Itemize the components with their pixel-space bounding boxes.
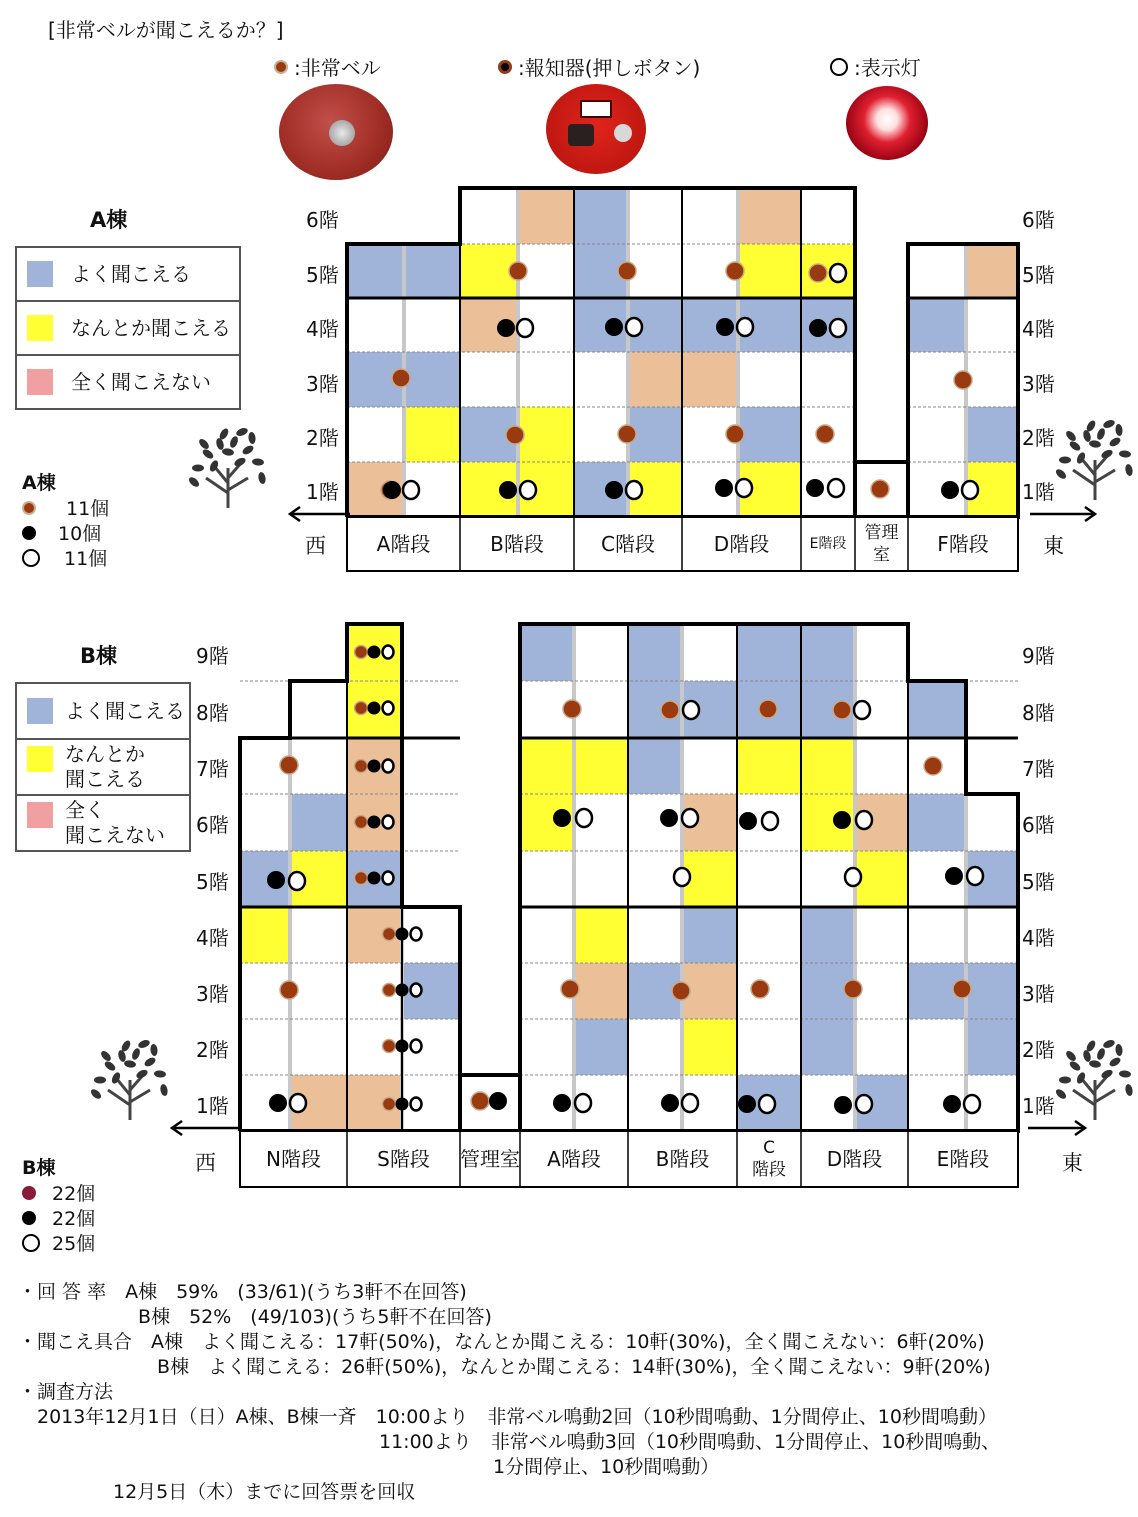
unit-cell <box>908 794 966 851</box>
tree-leaf <box>192 465 204 472</box>
floor-label-right: 3階 <box>1022 982 1055 1006</box>
floor-label-left: 4階 <box>196 926 229 950</box>
stair-label: A階段 <box>547 1147 601 1171</box>
unit-cell <box>628 352 682 407</box>
bell-marker <box>280 756 298 774</box>
unit-cell <box>682 907 737 963</box>
tree-leaf <box>159 1083 168 1096</box>
note-line: B棟 よく聞こえる：26軒(50%)，なんとか聞こえる：14軒(30%)，全く聞こえない：9軒(20%) <box>18 1356 991 1378</box>
unit-cell <box>801 738 855 794</box>
button-marker <box>368 702 381 715</box>
button-count: 10個 <box>58 523 102 545</box>
bell-marker <box>561 980 579 998</box>
lamp-marker <box>576 809 592 827</box>
legend-label-good: よく聞こえる <box>71 261 191 286</box>
bell-marker <box>953 980 971 998</box>
stair-label: A階段 <box>376 532 431 556</box>
button-marker <box>834 1096 852 1114</box>
lamp-marker <box>411 928 422 941</box>
button-marker <box>660 809 678 827</box>
stair-label: B階段 <box>490 532 544 556</box>
tree-leaf <box>1096 427 1107 441</box>
bell-marker <box>563 700 581 718</box>
bell-marker <box>924 757 942 775</box>
lamp-marker <box>411 1040 422 1053</box>
tree-leaf <box>117 1049 127 1062</box>
tree-leaf <box>89 1087 103 1100</box>
button-count: 22個 <box>52 1208 96 1230</box>
floor-label-left: 7階 <box>196 757 229 781</box>
floor-label-left: 2階 <box>196 1038 229 1062</box>
tree-leaf <box>94 1077 106 1084</box>
unit-cell <box>738 407 801 462</box>
unit-cell <box>574 907 628 963</box>
note-line: ・調査方法 <box>18 1381 114 1403</box>
button-marker <box>368 760 381 773</box>
legend-label-somewhat: なんとか聞こえる <box>71 315 231 340</box>
bell-marker <box>809 264 827 282</box>
stair-label: D階段 <box>826 1147 883 1171</box>
tree-leaf <box>1124 463 1133 476</box>
button-marker <box>943 1095 961 1113</box>
lamp-marker <box>856 1095 872 1113</box>
bell-marker <box>355 702 368 715</box>
tree-leaf <box>1059 457 1071 464</box>
button-marker <box>499 481 517 499</box>
bell-marker <box>471 1092 489 1110</box>
lamp-marker <box>964 1095 980 1113</box>
building-b-west-label: 西 <box>195 1151 216 1175</box>
floor-label-left: 9階 <box>196 644 229 668</box>
note-line: ・聞こえ具合 A棟 よく聞こえる：17軒(50%)，なんとか聞こえる：10軒(30%)，全く聞こえない：6軒(20%) <box>18 1331 985 1353</box>
floor-label-left: 2階 <box>306 426 339 450</box>
lamp-marker <box>674 868 690 886</box>
floor-label-right: 8階 <box>1022 701 1055 725</box>
button-marker <box>605 318 623 336</box>
tree-leaf <box>123 1060 136 1069</box>
legend-label-none: 全く 聞こえない <box>65 798 165 847</box>
lamp-marker <box>962 481 978 499</box>
button-marker <box>368 816 381 829</box>
bell-marker <box>355 760 368 773</box>
button-marker <box>739 812 757 830</box>
tree-leaf <box>103 1060 117 1073</box>
tree-leaf <box>1124 1083 1133 1096</box>
bell-marker <box>506 426 524 444</box>
lamp-marker <box>854 701 870 719</box>
unit-cell <box>574 963 628 1019</box>
floor-label-right: 2階 <box>1022 1038 1055 1062</box>
lamp-marker <box>517 319 533 337</box>
floor-label-right: 5階 <box>1022 870 1055 894</box>
unit-cell <box>520 738 574 794</box>
unit-cell <box>801 624 855 681</box>
floor-label-left: 5階 <box>306 263 339 287</box>
stair-label: C 階段 <box>752 1138 786 1180</box>
bell-marker <box>726 262 744 280</box>
button-marker <box>383 481 401 499</box>
unit-cell <box>966 963 1018 1019</box>
button-marker <box>716 318 734 336</box>
note-line: ・回 答 率 A棟 59% (33/61)(うち3軒不在回答) <box>18 1281 467 1303</box>
button-marker <box>605 481 623 499</box>
bell-marker <box>618 425 636 443</box>
stair-label: 管理 室 <box>864 523 899 565</box>
tree-leaf <box>1115 424 1123 437</box>
tree-leaf <box>1119 450 1132 458</box>
building-b-diagram <box>89 624 1133 1187</box>
note-line: 1分間停止、10秒間鳴動） <box>18 1456 720 1478</box>
bell-legend-label: :非常ベル <box>294 56 381 80</box>
unit-cell <box>801 907 855 963</box>
bell-marker <box>618 262 636 280</box>
bell-marker <box>383 1098 396 1111</box>
bell-marker <box>871 480 889 498</box>
bell-marker <box>954 371 972 389</box>
tree-leaf <box>241 444 255 456</box>
button-marker <box>396 928 409 941</box>
bell-marker <box>383 928 396 941</box>
button-marker <box>497 319 515 337</box>
lamp-marker <box>830 264 846 282</box>
tree-leaf <box>143 1056 157 1068</box>
floor-label-right: 4階 <box>1022 317 1055 341</box>
unit-cell <box>682 1019 737 1075</box>
lamp-marker <box>290 1094 306 1112</box>
floor-label-left: 3階 <box>306 372 339 396</box>
lamp-marker <box>682 809 698 827</box>
tree-leaf <box>1064 429 1077 443</box>
note-line: 2013年12月1日（日）A棟、B棟一斉 10:00より 非常ベル鳴動2回（10秒間鳴動、1分間停止、10秒間鳴動） <box>18 1406 997 1428</box>
bell-marker <box>759 700 777 718</box>
tree-leaf <box>235 427 249 438</box>
legend-label-none: 全く聞こえない <box>71 369 211 394</box>
lamp-marker <box>383 646 394 659</box>
unit-cell <box>855 851 908 907</box>
unit-cell <box>908 681 966 738</box>
unit-cell <box>404 407 460 462</box>
unit-cell <box>574 738 628 794</box>
lamp-marker <box>967 867 983 885</box>
floor-label-right: 4階 <box>1022 926 1055 950</box>
lamp-marker <box>383 760 394 773</box>
tree-leaf <box>1119 1070 1132 1078</box>
lamp-marker <box>737 318 753 336</box>
lamp-marker <box>383 816 394 829</box>
tree-leaf <box>1064 1049 1077 1063</box>
button-marker <box>553 1094 571 1112</box>
stair-label: C階段 <box>601 532 655 556</box>
lamp-marker <box>626 481 642 499</box>
button-marker <box>806 479 824 497</box>
lamp-marker <box>682 1094 698 1112</box>
tree-leaf <box>99 1049 112 1063</box>
unit-cell <box>518 188 574 244</box>
tree-leaf <box>197 437 210 451</box>
bell-marker <box>661 701 679 719</box>
button-marker <box>396 984 409 997</box>
tree-leaf <box>1059 1077 1071 1084</box>
button-marker <box>809 319 827 337</box>
floor-label-right: 9階 <box>1022 644 1055 668</box>
unit-cell <box>574 1019 628 1075</box>
lamp-marker <box>736 479 752 497</box>
unit-cell <box>682 352 738 407</box>
button-marker <box>267 871 285 889</box>
legend-label-good: よく聞こえる <box>65 698 185 723</box>
floor-label-right: 6階 <box>1022 813 1055 837</box>
tree-leaf <box>221 448 234 457</box>
tree-leaf <box>1082 429 1092 442</box>
building-a-counts-title: A棟 <box>22 472 56 494</box>
lamp-count: 11個 <box>64 548 108 570</box>
unit-cell <box>908 298 966 352</box>
stair-label: D階段 <box>713 532 770 556</box>
tree-leaf <box>1102 419 1116 430</box>
floor-label-left: 3階 <box>196 982 229 1006</box>
bell-marker <box>844 980 862 998</box>
floor-label-right: 5階 <box>1022 263 1055 287</box>
tree-leaf <box>1108 1056 1122 1068</box>
tree-leaf <box>187 475 201 488</box>
button-marker <box>661 1094 679 1112</box>
lamp-marker <box>411 984 422 997</box>
unit-cell <box>966 407 1018 462</box>
tree-leaf <box>1088 1060 1101 1069</box>
unit-cell <box>520 624 574 681</box>
unit-cell <box>737 738 801 794</box>
lamp-marker <box>845 868 861 886</box>
button-marker <box>738 1095 756 1113</box>
unit-cell <box>628 738 682 794</box>
building-b-counts-title: B棟 <box>22 1157 56 1179</box>
bell-count: 11個 <box>66 498 110 520</box>
tree-leaf <box>1054 467 1068 480</box>
bell-marker <box>392 369 410 387</box>
page-title: [非常ベルが聞こえるか？] <box>48 18 284 42</box>
building-a-west-label: 西 <box>305 534 326 558</box>
button-marker <box>269 1094 287 1112</box>
unit-cell <box>738 188 801 244</box>
lamp-count: 25個 <box>52 1233 96 1255</box>
lamp-marker <box>575 1094 591 1112</box>
unit-cell <box>574 188 628 244</box>
tree-illustration <box>187 427 266 508</box>
bell-marker <box>355 646 368 659</box>
button-marker <box>553 809 571 827</box>
tree-leaf <box>1068 1060 1082 1073</box>
bell-marker <box>280 981 298 999</box>
stair-label: E階段 <box>936 1147 990 1171</box>
lamp-marker <box>411 1098 422 1111</box>
note-line: 11:00より 非常ベル鳴動3回（10秒間鳴動、1分間停止、10秒間鳴動、 <box>18 1431 1001 1453</box>
lamp-marker <box>383 872 394 885</box>
building-b-east-label: 東 <box>1062 1151 1083 1175</box>
unit-cell <box>966 1019 1018 1075</box>
bell-marker <box>355 872 368 885</box>
note-line: B棟 52% (49/103)(うち5軒不在回答) <box>18 1306 492 1328</box>
tree-leaf <box>150 1044 158 1057</box>
button-marker <box>833 811 851 829</box>
unit-cell <box>290 794 347 851</box>
tree-leaf <box>137 1039 151 1050</box>
unit-cell <box>738 244 801 298</box>
button-marker <box>941 481 959 499</box>
tree-leaf <box>215 437 225 450</box>
floor-label-right: 6階 <box>1022 208 1055 232</box>
lamp-marker <box>403 481 419 499</box>
tree-leaf <box>1102 1039 1116 1050</box>
floor-label-right: 1階 <box>1022 480 1055 504</box>
tree-leaf <box>131 1047 142 1061</box>
unit-cell <box>404 244 460 298</box>
bell-marker <box>751 980 769 998</box>
bell-marker <box>726 425 744 443</box>
stair-label: N階段 <box>266 1147 321 1171</box>
lamp-marker <box>830 319 846 337</box>
bell-marker <box>383 1040 396 1053</box>
stair-label: F階段 <box>937 532 989 556</box>
floor-label-left: 4階 <box>306 317 339 341</box>
tree-leaf <box>1088 440 1101 449</box>
bell-marker <box>383 984 396 997</box>
stair-label: E階段 <box>809 536 847 552</box>
lamp-marker <box>856 811 872 829</box>
floor-label-left: 1階 <box>196 1094 229 1118</box>
lamp-marker <box>626 318 642 336</box>
building-b-title: B棟 <box>80 644 118 668</box>
legend-label-somewhat: なんとか 聞こえる <box>65 742 145 791</box>
lamp-marker <box>683 701 699 719</box>
tree-leaf <box>201 448 215 461</box>
tree-leaf <box>1115 1044 1123 1057</box>
unit-cell <box>966 244 1018 298</box>
bell-marker <box>816 425 834 443</box>
lamp-marker <box>762 812 778 830</box>
floor-label-left: 6階 <box>196 813 229 837</box>
unit-cell <box>518 407 574 462</box>
button-marker <box>715 479 733 497</box>
floor-label-left: 5階 <box>196 870 229 894</box>
unit-cell <box>628 624 682 681</box>
building-a-title: A棟 <box>90 208 128 232</box>
unit-cell <box>801 1019 855 1075</box>
bell-marker <box>833 701 851 719</box>
floor-label-right: 3階 <box>1022 372 1055 396</box>
stair-label: 管理室 <box>460 1147 520 1171</box>
floor-label-right: 7階 <box>1022 757 1055 781</box>
button-marker <box>368 646 381 659</box>
note-line: 12月5日（木）までに回答票を回収 <box>18 1481 416 1503</box>
button-marker <box>396 1098 409 1111</box>
unit-cell <box>737 624 801 681</box>
tree-leaf <box>257 471 266 484</box>
tree-leaf <box>1096 1047 1107 1061</box>
lamp-marker <box>289 872 305 890</box>
bell-marker <box>509 262 527 280</box>
tree-leaf <box>252 458 265 466</box>
floor-label-right: 2階 <box>1022 426 1055 450</box>
survey-notes <box>18 1280 1000 1505</box>
tree-illustration <box>1054 419 1133 500</box>
button-legend-label: :報知器(押しボタン) <box>518 56 701 80</box>
tree-leaf <box>229 435 240 449</box>
tree-leaf <box>1082 1049 1092 1062</box>
lamp-marker <box>383 702 394 715</box>
floor-label-right: 1階 <box>1022 1094 1055 1118</box>
bell-marker <box>355 816 368 829</box>
building-a-east-label: 東 <box>1043 534 1064 558</box>
stair-label: B階段 <box>655 1147 710 1171</box>
lamp-marker <box>520 481 536 499</box>
stair-label: S階段 <box>377 1147 430 1171</box>
tree-leaf <box>154 1070 167 1078</box>
tree-leaf <box>1054 1087 1068 1100</box>
tree-leaf <box>1108 436 1122 448</box>
unit-cell <box>404 352 460 407</box>
tree-leaf <box>248 432 256 445</box>
button-marker <box>945 867 963 885</box>
unit-cell <box>801 298 855 352</box>
unit-cell <box>240 907 290 963</box>
tree-illustration <box>1054 1039 1133 1120</box>
floor-label-left: 6階 <box>306 208 339 232</box>
button-marker <box>368 872 381 885</box>
bell-count: 22個 <box>52 1183 96 1205</box>
lamp-marker <box>759 1095 775 1113</box>
button-marker <box>489 1092 507 1110</box>
floor-label-left: 8階 <box>196 701 229 725</box>
tree-leaf <box>1068 440 1082 453</box>
lamp-legend-label: :表示灯 <box>854 56 921 80</box>
button-marker <box>396 1040 409 1053</box>
bell-marker <box>672 982 690 1000</box>
lamp-marker <box>828 479 844 497</box>
floor-label-left: 1階 <box>306 480 339 504</box>
unit-cell <box>347 244 404 298</box>
tree-illustration <box>89 1039 168 1120</box>
